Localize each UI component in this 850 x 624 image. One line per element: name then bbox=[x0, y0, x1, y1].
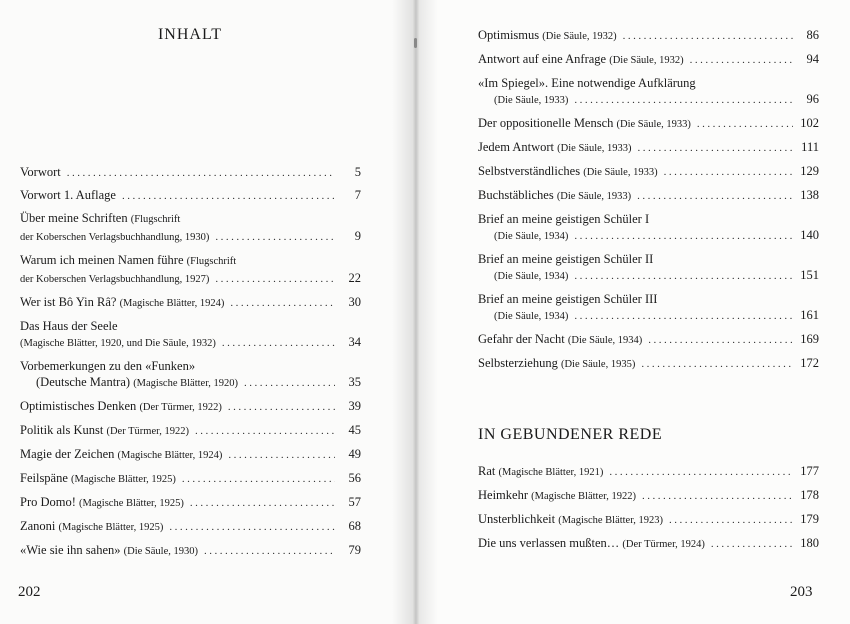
dot-leader bbox=[182, 471, 335, 487]
toc-entry[interactable] bbox=[20, 294, 361, 312]
toc-entry[interactable] bbox=[478, 75, 819, 109]
toc-entry[interactable] bbox=[478, 355, 819, 373]
entry-title: Optimistisches Denken bbox=[20, 399, 137, 413]
entry-title: Der oppositionelle Mensch bbox=[478, 116, 614, 130]
entry-source-cont: (Die Säule, 1934) bbox=[494, 231, 569, 242]
dot-leader bbox=[609, 464, 793, 480]
page-title: INHALT bbox=[157, 26, 223, 43]
entry-source-cont: (Magische Blätter, 1920, und Die Säule, 1932) bbox=[20, 338, 216, 349]
entry-source: (Die Säule, 1935) bbox=[560, 359, 636, 370]
dot-leader bbox=[67, 165, 335, 181]
dot-leader bbox=[204, 543, 335, 559]
dot-leader bbox=[195, 423, 335, 439]
entry-source: (Magische Blätter, 1923) bbox=[558, 515, 664, 526]
entry-source: (Magische Blätter, 1922) bbox=[531, 491, 636, 502]
entry-source: (Magische Blätter, 1920) bbox=[133, 378, 239, 389]
entry-source: (Die Säule, 1934) bbox=[567, 335, 643, 346]
entry-title: Das Haus der Seele bbox=[20, 319, 118, 333]
dot-leader bbox=[638, 140, 793, 156]
dot-leader bbox=[623, 28, 793, 44]
entry-page: 30 bbox=[348, 295, 361, 309]
dot-leader bbox=[574, 92, 793, 108]
dot-leader bbox=[711, 536, 793, 552]
entry-page: 102 bbox=[800, 116, 819, 130]
entry-source-cont: (Die Säule, 1934) bbox=[494, 271, 569, 282]
toc-entry[interactable] bbox=[20, 470, 361, 488]
entry-page: 34 bbox=[348, 335, 361, 349]
toc-entry[interactable] bbox=[20, 422, 361, 440]
toc-entry[interactable] bbox=[478, 27, 819, 45]
entry-source: (Die Säule, 1933) bbox=[583, 167, 658, 178]
entry-title: Vorbemerkungen zu den «Funken» bbox=[20, 359, 196, 373]
entry-title: Gefahr der Nacht bbox=[478, 332, 565, 346]
entry-source-cont: der Koberschen Verlagsbuchhandlung, 1930) bbox=[20, 232, 210, 243]
entry-title: Brief an meine geistigen Schüler I bbox=[478, 212, 650, 226]
entry-page: 180 bbox=[800, 536, 819, 550]
toc-list-right bbox=[478, 27, 819, 379]
dot-leader bbox=[648, 332, 793, 348]
toc-entry[interactable] bbox=[20, 494, 361, 512]
toc-entry[interactable] bbox=[20, 542, 361, 560]
dot-leader bbox=[122, 188, 335, 204]
entry-title: Rat bbox=[478, 464, 496, 478]
entry-title: Warum ich meinen Namen führe bbox=[20, 253, 184, 267]
entry-source: (Die Säule, 1933) bbox=[616, 119, 691, 130]
entry-page: 161 bbox=[800, 308, 819, 322]
entry-page: 140 bbox=[800, 228, 819, 242]
toc-entry[interactable] bbox=[478, 139, 819, 157]
toc-entry[interactable] bbox=[478, 211, 819, 245]
entry-title: Vorwort bbox=[20, 165, 61, 179]
toc-entry[interactable] bbox=[20, 187, 361, 204]
entry-page: 57 bbox=[348, 495, 361, 509]
entry-source: (Magische Blätter, 1921) bbox=[498, 467, 604, 478]
entry-page: 151 bbox=[800, 268, 819, 282]
entry-title-cont: (Deutsche Mantra) bbox=[36, 375, 131, 389]
section-title: IN GEBUNDENER REDE bbox=[478, 426, 663, 443]
book-gutter bbox=[392, 0, 438, 624]
entry-page: 178 bbox=[800, 488, 819, 502]
toc-entry[interactable] bbox=[478, 163, 819, 181]
toc-entry[interactable] bbox=[478, 291, 819, 325]
entry-page: 68 bbox=[348, 519, 361, 533]
entry-title: «Im Spiegel». Eine notwendige Aufklärung bbox=[478, 76, 696, 90]
entry-title: Brief an meine geistigen Schüler II bbox=[478, 252, 654, 266]
entry-page: 177 bbox=[800, 464, 819, 478]
entry-title: Selbstverständliches bbox=[478, 164, 581, 178]
toc-entry[interactable] bbox=[478, 487, 819, 505]
entry-page: 5 bbox=[354, 165, 361, 179]
entry-title: Feilspäne bbox=[20, 471, 68, 485]
toc-entry[interactable] bbox=[20, 518, 361, 536]
dot-leader bbox=[222, 335, 335, 351]
entry-title: Pro Domo! bbox=[20, 495, 76, 509]
toc-entry[interactable] bbox=[20, 318, 361, 352]
entry-source: (Die Säule, 1933) bbox=[556, 191, 632, 202]
entry-page: 56 bbox=[348, 471, 361, 485]
entry-title: Brief an meine geistigen Schüler III bbox=[478, 292, 658, 306]
entry-title: Antwort auf eine Anfrage bbox=[478, 52, 607, 66]
dot-leader bbox=[228, 447, 335, 463]
dot-leader bbox=[697, 116, 793, 132]
toc-entry[interactable] bbox=[20, 398, 361, 416]
entry-page: 45 bbox=[348, 423, 361, 437]
page-number-right: 203 bbox=[790, 584, 813, 600]
toc-entry[interactable] bbox=[478, 51, 819, 69]
toc-entry[interactable] bbox=[478, 187, 819, 205]
toc-entry[interactable] bbox=[20, 252, 361, 288]
entry-title: Politik als Kunst bbox=[20, 423, 104, 437]
dot-leader bbox=[642, 488, 793, 504]
toc-entry[interactable] bbox=[20, 446, 361, 464]
entry-source: (Die Säule, 1932) bbox=[609, 55, 684, 66]
entry-source: (Flugschrift bbox=[130, 214, 181, 225]
toc-entry[interactable] bbox=[478, 463, 819, 481]
entry-source-cont: (Die Säule, 1933) bbox=[494, 95, 569, 106]
dot-leader bbox=[574, 228, 793, 244]
toc-entry[interactable] bbox=[478, 115, 819, 133]
dot-leader bbox=[641, 356, 793, 372]
entry-page: 35 bbox=[348, 375, 361, 389]
dot-leader bbox=[669, 512, 793, 528]
toc-list-left bbox=[20, 164, 361, 566]
dot-leader bbox=[574, 308, 793, 324]
entry-source: (Magische Blätter, 1925) bbox=[71, 474, 176, 485]
dot-leader bbox=[574, 268, 793, 284]
entry-source: (Magische Blätter, 1924) bbox=[119, 298, 225, 309]
page-number-left: 202 bbox=[18, 584, 41, 600]
toc-entry[interactable] bbox=[478, 331, 819, 349]
entry-page: 7 bbox=[354, 188, 361, 202]
dot-leader bbox=[215, 271, 335, 287]
toc-list-poems bbox=[478, 463, 819, 559]
entry-source-cont: (Die Säule, 1934) bbox=[494, 311, 569, 322]
dot-leader bbox=[215, 229, 335, 245]
entry-source: (Der Türmer, 1924) bbox=[622, 539, 705, 550]
dot-leader bbox=[169, 519, 335, 535]
toc-entry[interactable] bbox=[20, 358, 361, 392]
dot-leader bbox=[637, 188, 793, 204]
entry-title: Über meine Schriften bbox=[20, 211, 128, 225]
entry-page: 169 bbox=[800, 332, 819, 346]
entry-source: (Flugschrift bbox=[186, 256, 237, 267]
entry-source: (Magische Blätter, 1925) bbox=[79, 498, 184, 509]
dot-leader bbox=[690, 52, 793, 68]
entry-title: Zanoni bbox=[20, 519, 56, 533]
entry-title: Wer ist Bô Yin Râ? bbox=[20, 295, 117, 309]
toc-entry[interactable] bbox=[20, 210, 361, 246]
entry-source: (Der Türmer, 1922) bbox=[139, 402, 222, 413]
entry-source: (Magische Blätter, 1925) bbox=[58, 522, 164, 533]
entry-source-cont: der Koberschen Verlagsbuchhandlung, 1927) bbox=[20, 274, 210, 285]
entry-source: (Der Türmer, 1922) bbox=[106, 426, 189, 437]
entry-page: 22 bbox=[348, 271, 361, 285]
dot-leader bbox=[190, 495, 335, 511]
toc-entry[interactable] bbox=[478, 251, 819, 285]
entry-page: 129 bbox=[800, 164, 819, 178]
entry-title: Vorwort 1. Auflage bbox=[20, 188, 116, 202]
entry-source: (Die Säule, 1933) bbox=[557, 143, 632, 154]
entry-page: 79 bbox=[348, 543, 361, 557]
toc-entry[interactable] bbox=[478, 535, 819, 553]
entry-page: 96 bbox=[806, 92, 819, 106]
entry-title: «Wie sie ihn sahen» bbox=[20, 543, 121, 557]
entry-title: Optimismus bbox=[478, 28, 540, 42]
toc-entry[interactable] bbox=[478, 511, 819, 529]
entry-page: 39 bbox=[348, 399, 361, 413]
dot-leader bbox=[228, 399, 335, 415]
entry-page: 94 bbox=[806, 52, 819, 66]
entry-source: (Magische Blätter, 1924) bbox=[117, 450, 223, 461]
entry-page: 9 bbox=[354, 229, 361, 243]
entry-title: Unsterblichkeit bbox=[478, 512, 556, 526]
entry-title: Die uns verlassen mußten… bbox=[478, 536, 620, 550]
entry-page: 49 bbox=[348, 447, 361, 461]
entry-page: 179 bbox=[800, 512, 819, 526]
entry-page: 86 bbox=[806, 28, 819, 42]
entry-title: Jedem Antwort bbox=[478, 140, 555, 154]
toc-entry[interactable] bbox=[20, 164, 361, 181]
entry-source: (Die Säule, 1932) bbox=[542, 31, 617, 42]
entry-title: Buchstäbliches bbox=[478, 188, 554, 202]
entry-title: Magie der Zeichen bbox=[20, 447, 115, 461]
entry-page: 172 bbox=[800, 356, 819, 370]
dot-leader bbox=[244, 375, 335, 391]
entry-title: Selbsterziehung bbox=[478, 356, 558, 370]
entry-source: (Die Säule, 1930) bbox=[123, 546, 198, 557]
dot-leader bbox=[664, 164, 793, 180]
entry-page: 138 bbox=[800, 188, 819, 202]
binding-mark bbox=[414, 38, 417, 48]
dot-leader bbox=[230, 295, 335, 311]
entry-title: Heimkehr bbox=[478, 488, 528, 502]
entry-page: 111 bbox=[801, 140, 819, 154]
